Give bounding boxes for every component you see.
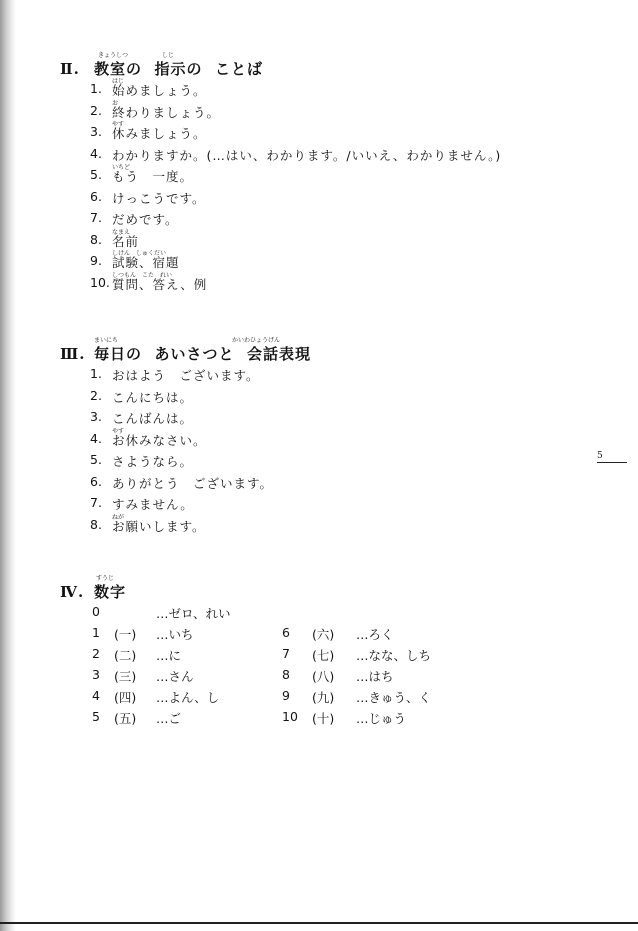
binding-shadow <box>0 0 16 931</box>
number-reading: …ゼロ、れい <box>156 606 231 621</box>
item-text-body: 始めましょう。 <box>112 83 207 98</box>
number: 8 <box>282 667 290 682</box>
title-part: 指示の <box>154 60 203 78</box>
item-text <box>112 210 179 228</box>
item-number: 1. <box>90 81 102 96</box>
item-text-body: もう 一度。 <box>112 169 194 184</box>
list-item <box>60 100 580 122</box>
list-item <box>60 78 580 100</box>
number-row <box>60 685 580 706</box>
list-item <box>60 186 580 208</box>
list-item <box>60 471 580 493</box>
list-item <box>60 449 580 471</box>
item-text <box>112 121 207 142</box>
item-number: 6. <box>90 473 102 489</box>
item-number: 1. <box>90 366 102 381</box>
item-text <box>112 513 206 535</box>
section-heading <box>60 573 580 601</box>
section-title <box>60 343 311 364</box>
item-text-body: お休みなさい。 <box>112 432 207 448</box>
heading-ruby: かいわひょうげん <box>232 337 281 344</box>
phrase-list <box>60 363 580 535</box>
list-item <box>60 143 580 165</box>
number-row-zero <box>60 601 580 622</box>
list-item <box>60 363 580 385</box>
furigana: いちど <box>112 164 131 171</box>
item-text <box>112 452 193 470</box>
item-text <box>112 164 194 185</box>
item-text <box>112 474 273 492</box>
item-text-body: 休みましょう。 <box>112 126 207 141</box>
bottom-rule <box>0 922 638 924</box>
number-row <box>60 706 580 727</box>
item-number: 2. <box>90 102 102 118</box>
section-greetings <box>60 335 580 535</box>
furigana: お <box>112 99 119 107</box>
list-item <box>60 164 580 186</box>
item-text <box>112 271 208 293</box>
item-number: 7. <box>90 495 102 510</box>
item-number: 5. <box>90 452 102 467</box>
number: 1 <box>92 625 100 640</box>
number-reading: …に <box>156 648 182 663</box>
item-text-body: わかりますか。(…はい、わかります。/いいえ、わかりません。) <box>112 147 502 163</box>
number: 6 <box>282 625 290 640</box>
number: 2 <box>92 646 100 661</box>
number: 10 <box>282 709 298 724</box>
item-text-body: ありがとう ございます。 <box>112 475 274 491</box>
item-number: 6. <box>90 188 102 204</box>
kanji-numeral: (二) <box>114 648 137 663</box>
item-number: 3. <box>90 124 102 139</box>
kanji-numeral: (一) <box>114 627 137 642</box>
item-text-body: けっこうです。 <box>112 190 206 206</box>
title-part: 数字 <box>94 583 127 601</box>
item-text-body: さようなら。 <box>112 454 194 469</box>
heading-ruby: まいにち <box>94 337 119 344</box>
section-title <box>60 58 263 79</box>
item-text <box>112 427 207 449</box>
item-text <box>112 409 193 427</box>
item-text-body: お願いします。 <box>112 518 206 534</box>
item-number: 2. <box>90 387 102 403</box>
number-reading: …よん、し <box>156 690 220 705</box>
item-number: 8. <box>90 516 102 532</box>
title-part: 毎日の <box>94 345 143 363</box>
furigana: はじ <box>112 78 125 85</box>
section-heading <box>60 335 580 363</box>
item-text-body: すみません。 <box>112 497 194 512</box>
kanji-numeral: (八) <box>312 669 335 684</box>
furigana: ねが <box>112 513 125 521</box>
item-text-body: おはよう ございます。 <box>112 368 260 383</box>
section-numbers <box>60 573 580 727</box>
item-text-body: だめです。 <box>112 212 179 227</box>
furigana: しけん しゅくだい <box>112 250 167 257</box>
number-reading: …きゅう、く <box>356 690 432 705</box>
kanji-numeral: (四) <box>114 690 137 705</box>
title-part: あいさつと <box>154 345 235 363</box>
kanji-numeral: (五) <box>114 711 137 726</box>
number-row <box>60 622 580 643</box>
heading-ruby: すうじ <box>96 575 115 582</box>
item-text-body: こんにちは。 <box>112 389 194 405</box>
item-text-body: 試験、宿題 <box>112 255 180 270</box>
item-text-body: 質問、答え、例 <box>112 276 208 292</box>
number: 9 <box>282 688 290 703</box>
list-item <box>60 406 580 428</box>
item-text <box>112 99 221 121</box>
furigana: なまえ <box>112 228 131 236</box>
item-number: 10. <box>90 274 110 290</box>
title-part: 会話表現 <box>246 345 311 363</box>
kanji-numeral: (三) <box>114 669 137 684</box>
kanji-numeral: (九) <box>312 690 335 705</box>
item-number: 4. <box>90 430 102 446</box>
kanji-numeral: (十) <box>312 711 335 726</box>
number-reading: …ろく <box>356 627 394 642</box>
list-item <box>60 229 580 251</box>
item-text-body: 名前 <box>112 233 140 249</box>
item-text <box>112 366 260 384</box>
section-classroom-instructions <box>60 50 580 293</box>
roman-numeral: Ⅱ. <box>60 60 80 78</box>
list-item <box>60 250 580 272</box>
item-text <box>112 189 206 207</box>
number: 5 <box>92 709 100 724</box>
furigana: やす <box>112 121 125 128</box>
item-text-body: 終わりましょう。 <box>112 104 221 120</box>
list-item <box>60 121 580 143</box>
item-text-body: こんばんは。 <box>112 411 194 426</box>
number-reading: …じゅう <box>356 711 407 726</box>
item-number: 9. <box>90 253 102 268</box>
number-reading: …はち <box>356 669 394 684</box>
item-number: 8. <box>90 231 102 247</box>
heading-ruby: しじ <box>162 52 175 59</box>
furigana: しつもん こた れい <box>112 271 173 279</box>
furigana: やす <box>112 427 125 435</box>
item-number: 4. <box>90 145 102 161</box>
list-item <box>60 428 580 450</box>
list-item <box>60 385 580 407</box>
list-item <box>60 207 580 229</box>
list-item <box>60 272 580 294</box>
number-row <box>60 664 580 685</box>
number-table <box>60 601 580 727</box>
page-number: 5 <box>597 451 627 463</box>
roman-numeral: Ⅲ. <box>60 345 86 363</box>
kanji-numeral: (七) <box>312 648 335 663</box>
number-row <box>60 643 580 664</box>
title-part: ことば <box>214 60 263 78</box>
item-text <box>112 250 180 271</box>
item-text <box>112 228 140 250</box>
number: 4 <box>92 688 100 703</box>
section-title <box>60 581 126 602</box>
number: 7 <box>282 646 290 661</box>
heading-ruby: きょうしつ <box>98 52 129 59</box>
item-text <box>112 495 194 513</box>
number: 3 <box>92 667 100 682</box>
item-number: 3. <box>90 409 102 424</box>
item-text <box>112 78 207 99</box>
item-text <box>112 388 193 406</box>
section-heading <box>60 50 580 78</box>
item-text <box>112 146 501 164</box>
number-reading: …なな、しち <box>356 648 432 663</box>
number: 0 <box>92 604 100 619</box>
number-reading: …ご <box>156 711 182 726</box>
item-number: 7. <box>90 210 102 225</box>
title-part: 教室の <box>94 60 143 78</box>
list-item <box>60 492 580 514</box>
number-reading: …さん <box>156 669 194 684</box>
kanji-numeral: (六) <box>312 627 335 642</box>
number-reading: …いち <box>156 627 194 642</box>
list-item <box>60 514 580 536</box>
item-number: 5. <box>90 167 102 182</box>
roman-numeral: Ⅳ. <box>60 583 85 601</box>
phrase-list <box>60 78 580 293</box>
